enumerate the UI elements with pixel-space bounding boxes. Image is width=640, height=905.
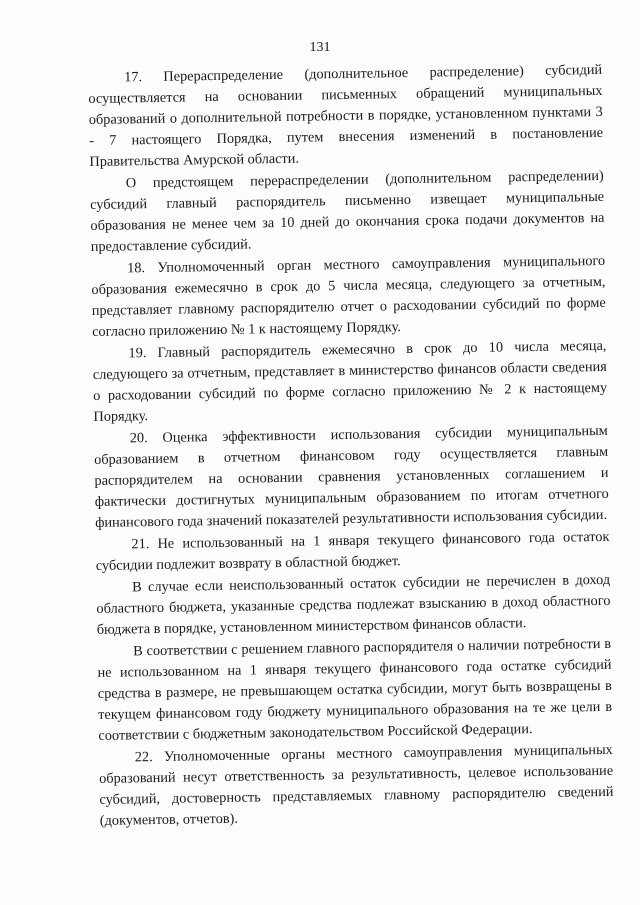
paragraph-19: 19. Главный распорядитель ежемесячно в срок до 10 числа месяца, следующего за отчетным, представляет в министерство финансов области сведения о расходовании субсидий по форме согласно приложению № 2 к настоящему Порядку. — [92, 337, 608, 425]
paragraph-17-notice: О предстоящем перераспределении (дополнительном распределении) субсидий главный распорядитель письменно извещает муниципальные образования не менее чем за 10 дней до окончания срока подачи документов на предоставление субсидий. — [90, 167, 605, 255]
paragraph-17: 17. Перераспределение (дополнительное распределение) субсидий осуществляется на основании письменных обращений муниципальных образований о дополнительной потребности в порядке, установленном пунктами 3 - 7 настоящего Порядка, путем внесения изменений в постановление Правительства Амурской области. — [88, 61, 604, 170]
paragraph-22: 22. Уполномоченные органы местного самоуправления муниципальных образований несут ответственность за результативность, целевое использование субсидий, достоверность представляемых главному распорядителю сведений (документов, отчетов). — [99, 741, 614, 829]
paragraph-21-return: В соответствии с решением главного распорядителя о наличии потребности в не использованном на 1 января текущего финансового года остатке субсидий средства в размере, не превышающем остатка субсидии, могут быть возвращены в текущем финансовом году бюджету муниципального образования на те же цели в соответствии с бюджетным законодательством Российской Федерации. — [97, 635, 613, 744]
paragraph-18: 18. Уполномоченный орган местного самоуправления муниципального образования ежемесячно в срок до 5 числа месяца, следующего за отчетным, представляет главному распорядителю отчет о расходовании субсидий по форме согласно приложению № 1 к настоящему Порядку. — [91, 252, 606, 340]
paragraph-20: 20. Оценка эффективности использования субсидии муниципальным образованием в отчетном финансовом году осуществляется главным распорядителем на основании сравнения установленных соглашением и фактически достигнутых муниципальным образованием по итогам отчетного финансового года значений показателей результативности использования субсидии. — [94, 422, 609, 531]
page-number: 131 — [309, 40, 331, 55]
document-body — [88, 60, 614, 833]
paragraph-21-recovery: В случае если неиспользованный остаток субсидии не перечислен в доход областного бюджета, указанные средства подлежат взысканию в доход областного бюджета в порядке, установленном министерством финансов области. — [96, 571, 611, 638]
paragraph-21: 21. Не использованный на 1 января текущего финансового года остаток субсидии подлежит возврату в областной бюджет. — [95, 528, 610, 574]
